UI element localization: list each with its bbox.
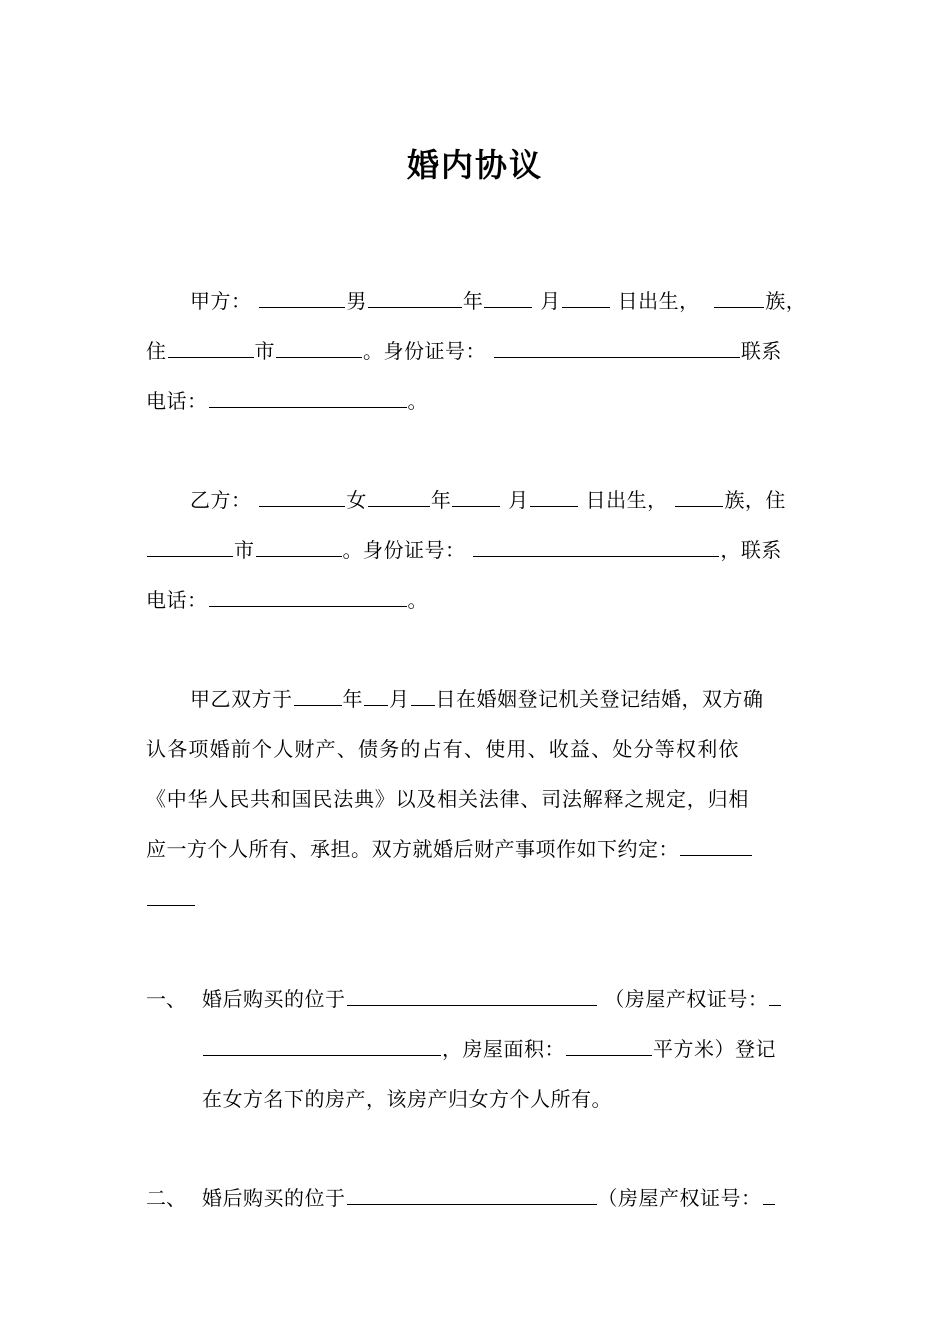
ethnicity-text: 族， — [765, 289, 807, 313]
id-label: 。身份证号： — [342, 538, 466, 562]
party-a-label: 甲方： — [190, 289, 252, 313]
blank-month — [484, 287, 532, 308]
blank-ethnicity — [714, 287, 764, 308]
blank-cert — [769, 985, 781, 1006]
intro-text: 应一方个人所有、承担。双方就婚后财产事项作如下约定： — [146, 837, 679, 861]
blank-day — [562, 287, 610, 308]
contact-label: ，联系 — [720, 538, 782, 562]
party-a-line-3 — [146, 386, 428, 416]
blank-location — [347, 1184, 597, 1205]
address-label: 住 — [146, 339, 167, 363]
intro-text: 甲乙双方于 — [190, 687, 293, 711]
blank-city — [276, 337, 362, 358]
party-b-line-2 — [146, 535, 782, 565]
party-a-line-1 — [190, 286, 806, 316]
id-label: 。身份证号： — [363, 339, 486, 363]
intro-text: 日在婚姻登记机关登记结婚，双方确 — [435, 687, 764, 711]
cert-label: （房屋产权证号： — [597, 1186, 762, 1210]
phone-label: 电话： — [146, 588, 208, 612]
intro-line-2: 认各项婚前个人财产、债务的占有、使用、收益、处分等权利依 — [146, 737, 740, 761]
month-text: 月 — [389, 687, 410, 711]
ethnicity-text: 族，住 — [724, 488, 786, 512]
item-2-line-1 — [202, 1183, 776, 1213]
phone-label: 电话： — [146, 389, 208, 413]
gender-text: 女 — [346, 488, 367, 512]
period: 。 — [407, 588, 428, 612]
city-text: 市 — [234, 538, 255, 562]
blank-cert — [763, 1184, 775, 1205]
document-title: 婚内协议 — [406, 146, 543, 184]
blank-id — [473, 536, 719, 557]
blank-area — [566, 1035, 652, 1056]
birth-text: 日出生， — [617, 289, 700, 313]
blank-address — [168, 337, 254, 358]
party-b-line-3 — [146, 585, 428, 615]
blank-agreement-cont — [147, 885, 195, 906]
item-text: 婚后购买的位于 — [202, 1186, 346, 1210]
month-text: 月 — [508, 488, 529, 512]
blank-address — [147, 536, 233, 557]
gender-text: 男 — [346, 289, 367, 313]
intro-line-1 — [190, 684, 764, 714]
intro-line-5 — [146, 884, 196, 914]
year-text: 年 — [430, 488, 452, 512]
blank-name — [259, 486, 345, 507]
blank-year — [368, 486, 430, 507]
year-text: 年 — [342, 687, 363, 711]
area-unit: 平方米）登记 — [653, 1037, 776, 1061]
item-1-line-1 — [202, 984, 782, 1014]
blank-month — [452, 486, 500, 507]
birth-text: 日出生， — [585, 488, 668, 512]
item-2-number: 二、 — [146, 1186, 186, 1210]
blank-phone — [209, 586, 407, 607]
party-b-line-1 — [190, 485, 786, 515]
item-1-line-2 — [202, 1034, 776, 1064]
party-b-label: 乙方： — [190, 488, 252, 512]
intro-line-4 — [146, 834, 753, 864]
blank-month — [364, 685, 388, 706]
blank-name — [259, 287, 345, 308]
period: 。 — [407, 389, 428, 413]
party-a-line-2 — [146, 336, 782, 366]
blank-day — [411, 685, 435, 706]
area-label: ，房屋面积： — [442, 1037, 565, 1061]
blank-id — [494, 337, 740, 358]
year-text: 年 — [462, 289, 484, 313]
blank-year — [368, 287, 462, 308]
blank-city — [256, 536, 342, 557]
city-text: 市 — [254, 339, 275, 363]
cert-label: （房屋产权证号： — [604, 987, 769, 1011]
blank-cert-cont — [203, 1035, 441, 1056]
blank-day — [530, 486, 578, 507]
contact-label: 联系 — [740, 339, 782, 363]
month-text: 月 — [540, 289, 561, 313]
item-1-line-3: 在女方名下的房产，该房产归女方个人所有。 — [202, 1087, 612, 1111]
blank-location — [347, 985, 597, 1006]
blank-year — [294, 685, 342, 706]
blank-ethnicity — [675, 486, 723, 507]
item-1-number: 一、 — [146, 987, 186, 1011]
item-text: 婚后购买的位于 — [202, 987, 346, 1011]
blank-agreement — [680, 835, 752, 856]
intro-line-3: 《中华人民共和国民法典》以及相关法律、司法解释之规定，归相 — [146, 787, 750, 811]
blank-phone — [209, 387, 407, 408]
